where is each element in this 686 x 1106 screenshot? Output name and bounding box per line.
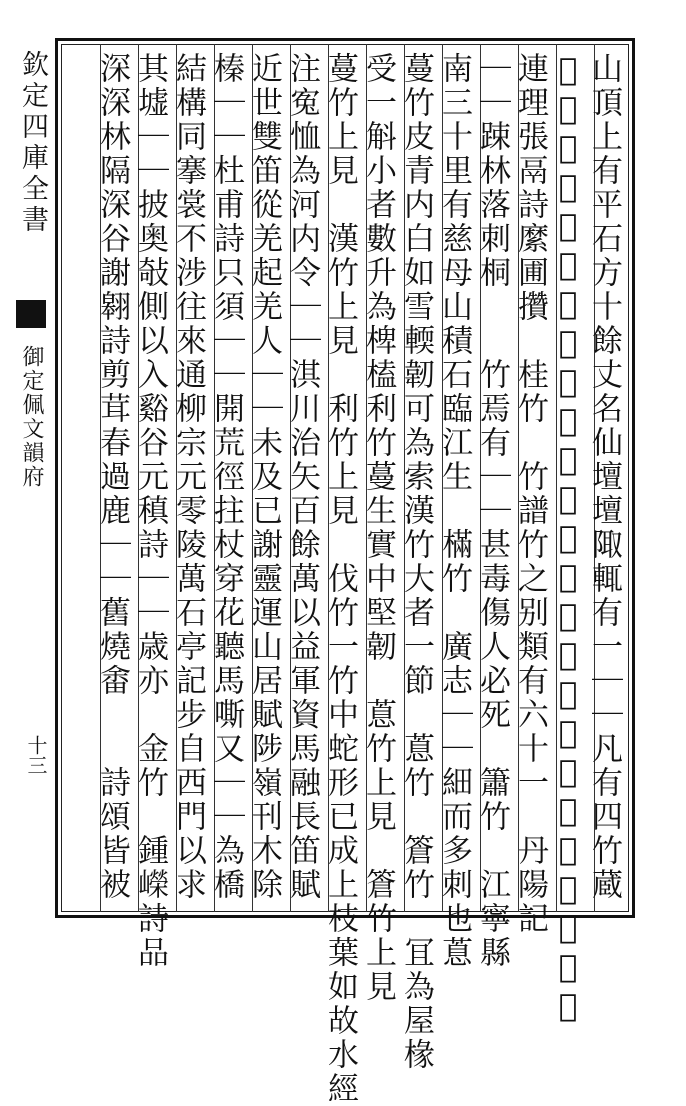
text-column-1: 山頂上有平石方十餘丈名仙壇壇陬輒有一｜｜凡有四竹蔵 bbox=[586, 52, 622, 902]
text-column-11: 榛｜｜杜甫詩只須｜｜開荒徑拄杖穿花聽馬嘶又｜｜為橋 bbox=[208, 52, 244, 902]
text-column-8: 蔓竹上見 漢竹上見 利竹上見 伐竹一竹中蛇形已成上枝葉如故水經 bbox=[322, 52, 358, 1106]
text-column-2: 𮐏青翠風來動音自成宮商異苑東陽留道德家中｜｜林忽生 bbox=[550, 52, 586, 1027]
text-column-12: 結構同搴裳不涉往來通柳宗元零陵萬石亭記步自西門以求 bbox=[170, 52, 206, 902]
text-column-3: 連理張鬲詩縻圃攢 桂竹 竹譜竹之别類有六十一 丹陽記 bbox=[512, 52, 548, 936]
text-column-4: ｜｜踈林落刺桐 竹焉有｜｜甚毒傷人必死 簫竹 江寧縣 bbox=[474, 52, 510, 970]
text-column-10: 近世雙笛從羌起羌人｜｜未及已謝靈運山居賦陟嶺刊木除 bbox=[246, 52, 282, 902]
page-number: 十三 bbox=[24, 735, 48, 775]
text-column-6: 蔓竹皮青内白如雪輭韌可為索漢竹大者一節 蒠竹 篬竹 冝為屋椽 bbox=[398, 52, 434, 1072]
text-column-7: 受一斛小者數升為椑榼利竹蔓生實中堅韌 蒠竹上見 篬竹上見 bbox=[360, 52, 396, 1004]
text-column-5: 南三十里有慈母山積石臨江生 樠竹 廣志｜｜細而多刺也蒠 bbox=[436, 52, 472, 970]
fishtail-mark bbox=[16, 300, 46, 328]
text-column-14: 深深林隔深谷謝翱詩剪茸春過鹿｜｜舊燒畬 詩頌皆被 bbox=[94, 52, 130, 902]
book-subtitle: 御定佩文韻府 bbox=[19, 345, 44, 489]
text-column-9: 注寃恤為河内令｜｜淇川治矢百餘萬以益軍資馬融長笛賦 bbox=[284, 52, 320, 902]
text-column-13: 其墟｜｜披奥敧側以入谿谷元稹詩｜｜歳亦 金竹 鍾嶸詩品 bbox=[132, 52, 168, 970]
book-title: 欽定四庫全書 bbox=[17, 50, 48, 236]
